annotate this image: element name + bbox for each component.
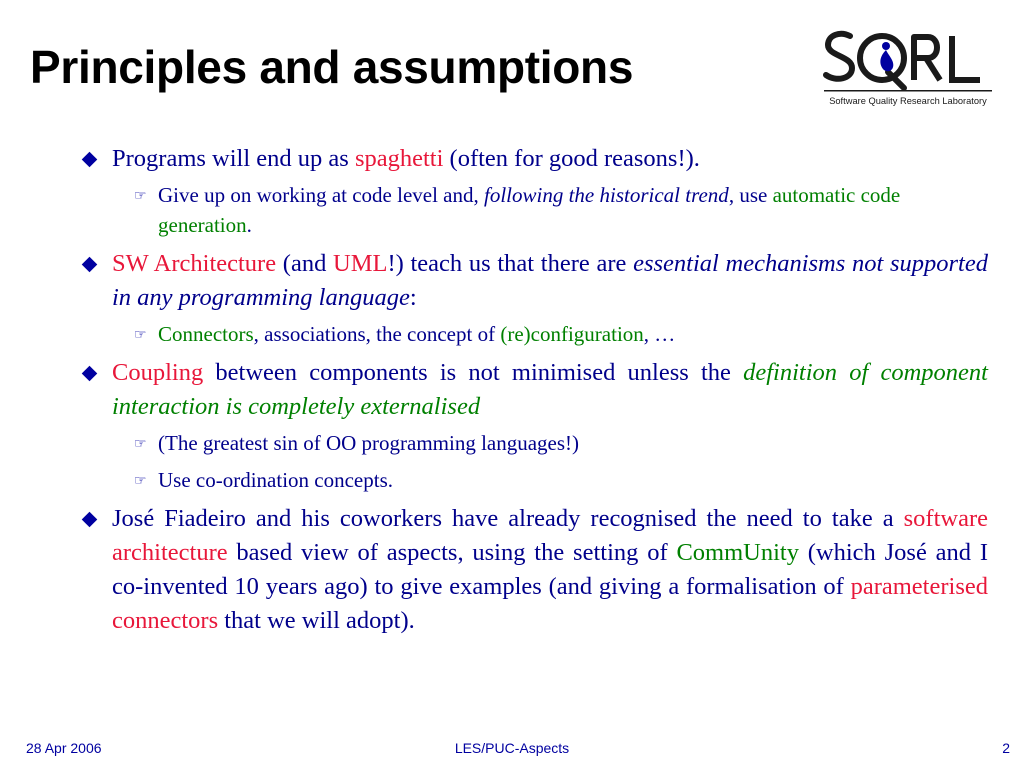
pointing-hand-icon: ☞ bbox=[134, 327, 147, 343]
sub-bullet-1-1-text-c: , use bbox=[728, 183, 773, 207]
sub-bullet-1-1-text-e: . bbox=[246, 213, 252, 237]
diamond-bullet-icon bbox=[82, 512, 98, 528]
diamond-bullet-icon bbox=[82, 366, 98, 382]
sub-bullet-3-2-text: Use co-ordination concepts. bbox=[158, 468, 394, 492]
sub-bullet-2-1-text-c: (re) bbox=[500, 322, 531, 346]
footer-page-number: 2 bbox=[1002, 740, 1010, 756]
bullet-2-text-d: !) teach us that there are bbox=[387, 250, 634, 277]
sqrl-logo bbox=[822, 28, 994, 110]
slide-title: Principles and assumptions bbox=[30, 41, 634, 93]
logo-subtitle: Software Quality Research Laboratory bbox=[829, 96, 987, 106]
bullet-2 bbox=[78, 247, 988, 315]
sub-bullet-1-1-text-b: following the historical trend bbox=[484, 183, 729, 207]
bullet-4-text-c: based view of aspects, using the setting of bbox=[227, 539, 677, 566]
sqrl-logo-graphic bbox=[822, 28, 994, 110]
bullet-1 bbox=[78, 142, 988, 176]
bullet-4-text-d: CommUnity bbox=[676, 539, 799, 566]
sub-bullet-1-1-text-d: automatic code generation bbox=[158, 183, 901, 237]
bullet-2-text-b: (and bbox=[276, 250, 334, 277]
bullet-4-text-b: software architecture bbox=[112, 505, 988, 566]
pointing-hand-icon: ☞ bbox=[134, 473, 147, 489]
sub-bullet-3-2 bbox=[78, 465, 988, 495]
sub-bullet-2-1-text-d: configuration bbox=[530, 322, 644, 346]
bullet-1-text-c: (often for good reasons!). bbox=[443, 145, 700, 172]
footer-date: 28 Apr 2006 bbox=[26, 740, 102, 756]
sub-bullet-2-1-text-e: , … bbox=[643, 322, 676, 346]
slide-body bbox=[78, 142, 988, 642]
bullet-3-text-c: definition of component interaction is completely externalised bbox=[112, 359, 988, 420]
bullet-4-text-g: that we will adopt). bbox=[218, 607, 415, 634]
bullet-4-text-f: parameterised connectors bbox=[112, 573, 988, 634]
pointing-hand-icon: ☞ bbox=[134, 436, 147, 452]
bullet-3-text-a: Coupling bbox=[112, 359, 204, 386]
bullet-3-text-b: between components is not minimised unless the bbox=[203, 359, 744, 386]
diamond-bullet-icon bbox=[82, 257, 98, 273]
sub-bullet-2-1-text-b: , associations, the concept of bbox=[253, 322, 501, 346]
sub-bullet-1-1 bbox=[78, 180, 988, 240]
sub-bullet-3-1 bbox=[78, 428, 988, 458]
bullet-3 bbox=[78, 356, 988, 424]
sub-bullet-2-1 bbox=[78, 319, 988, 349]
footer-title: LES/PUC-Aspects bbox=[454, 740, 570, 756]
bullet-4 bbox=[78, 502, 988, 638]
bullet-2-text-c: UML bbox=[333, 250, 388, 277]
sub-bullet-3-1-text: (The greatest sin of OO programming languages!) bbox=[158, 431, 580, 455]
bullet-4-text-e: (which José and I co-invented 10 years ago) to give examples (and giving a formalisation of bbox=[112, 539, 988, 600]
bullet-1-spaghetti: spaghetti bbox=[354, 145, 444, 172]
bullet-1-text-a: Programs will end up as bbox=[112, 145, 355, 172]
bullet-4-text-a: José Fiadeiro and his coworkers have already recognised the need to take a bbox=[112, 505, 904, 532]
diamond-bullet-icon bbox=[82, 152, 98, 168]
bullet-2-text-f: : bbox=[409, 284, 417, 311]
pointing-hand-icon: ☞ bbox=[134, 188, 147, 204]
bullet-2-text-a: SW Architecture bbox=[112, 250, 277, 277]
sub-bullet-2-1-text-a: Connectors bbox=[158, 322, 254, 346]
bullet-2-text-e: essential mechanisms not supported in any programming language bbox=[112, 250, 988, 311]
sub-bullet-1-1-text-a: Give up on working at code level and, bbox=[158, 183, 484, 207]
